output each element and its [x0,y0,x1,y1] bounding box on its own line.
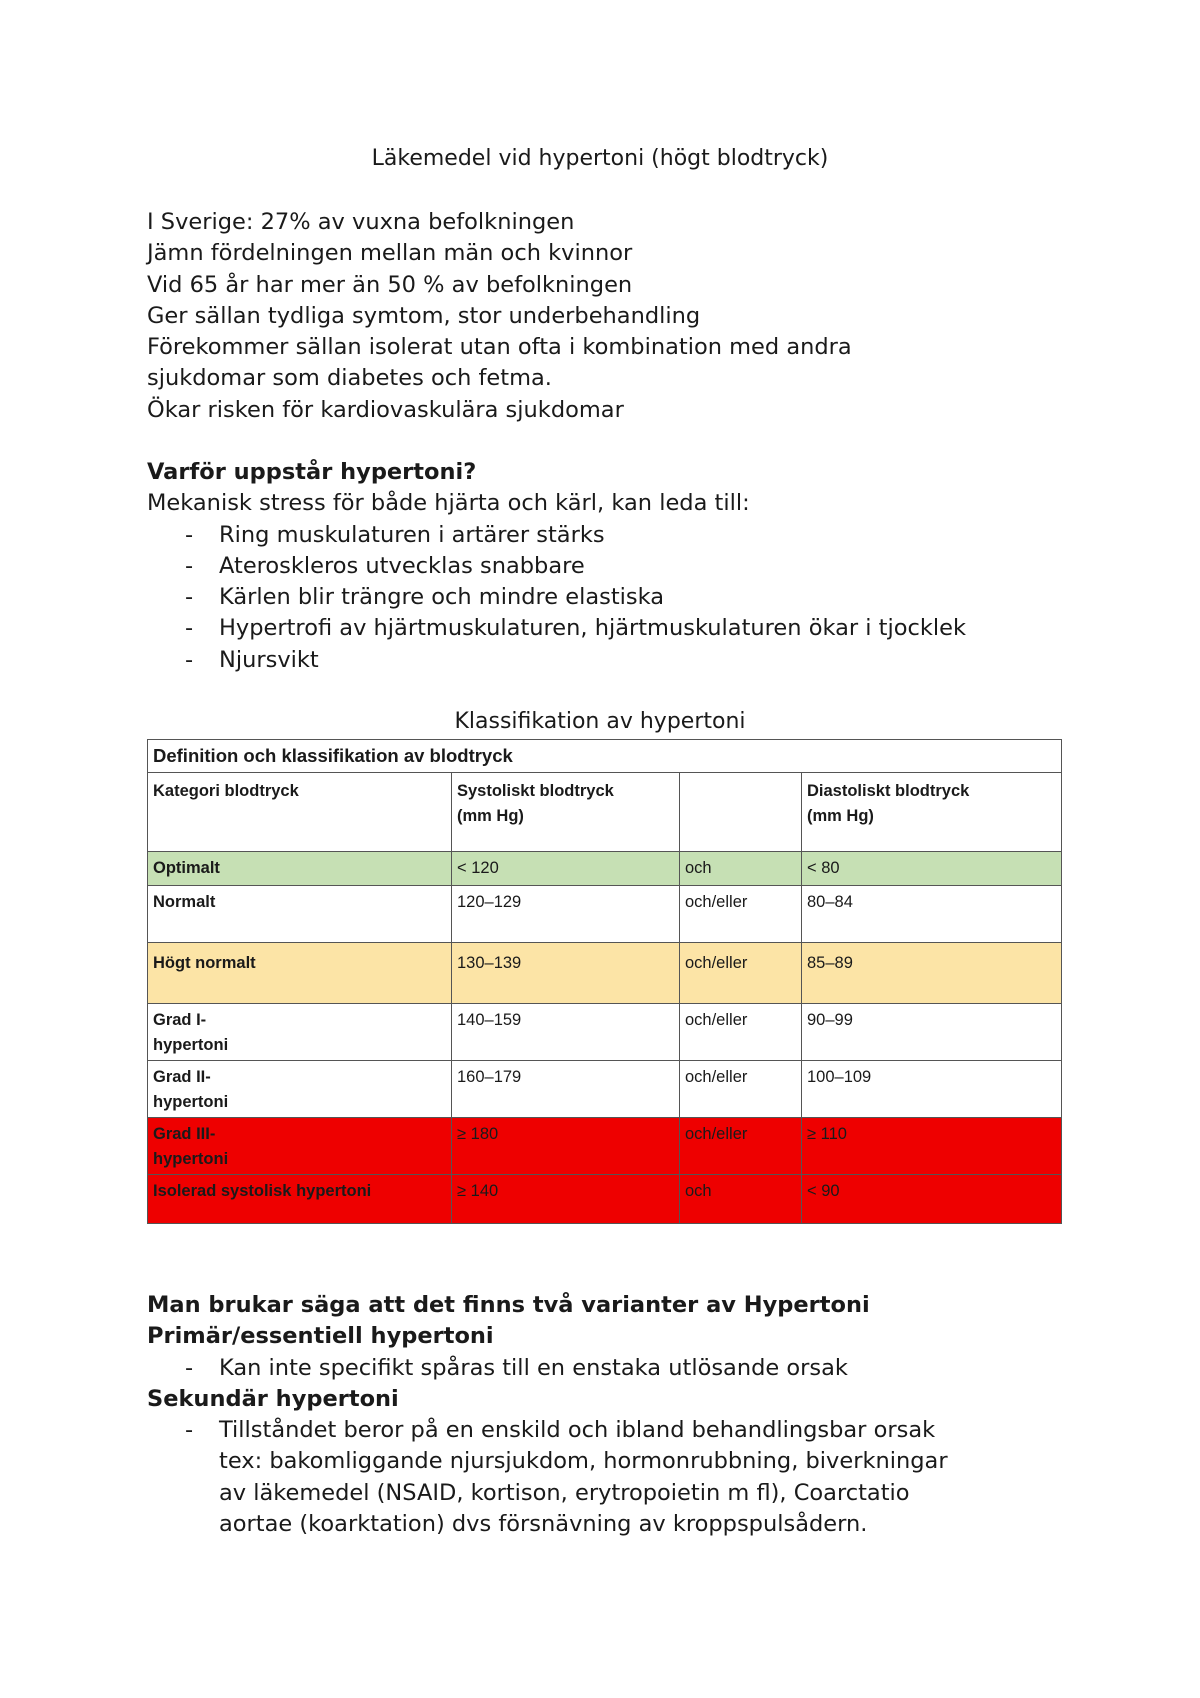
secondary-heading: Sekundär hypertoni [147,1385,399,1412]
diastolic-cell: 100–109 [802,1061,1062,1118]
table-caption: Definition och klassifikation av blodtryck [148,740,1062,773]
connector-cell: och [680,852,802,886]
table-row [148,852,1062,886]
dash-bullet: - [185,584,194,611]
intro-line: Vid 65 år har mer än 50 % av befolkningen [147,271,633,298]
variants-section [147,1290,1077,1540]
category-cell: Normalt [148,886,452,943]
systolic-cell: < 120 [452,852,680,886]
diastolic-cell: ≥ 110 [802,1118,1062,1175]
dash-bullet: - [185,1354,194,1381]
category-cell: Grad II- hypertoni [148,1061,452,1118]
diastolic-cell: 85–89 [802,943,1062,1004]
list-item: - Ring muskulaturen i artärer stärks [147,520,1077,551]
connector-cell: och [680,1175,802,1224]
category-cell: Isolerad systolisk hypertoni [148,1175,452,1224]
list-item: - Ateroskleros utvecklas snabbare [147,551,1077,582]
systolic-cell: ≥ 180 [452,1118,680,1175]
primary-bullet-list [147,1353,1077,1384]
systolic-cell: ≥ 140 [452,1175,680,1224]
why-heading: Varför uppstår hypertoni? [147,459,477,485]
dash-bullet: - [185,521,194,548]
bp-classification-table [147,739,1062,1224]
why-bullet-list [147,520,1077,676]
category-cell: Grad I- hypertoni [148,1004,452,1061]
table-caption-row [148,740,1062,773]
primary-heading: Primär/essentiell hypertoni [147,1323,494,1350]
why-section [147,457,1077,676]
list-item: - Kan inte specifikt spåras till en enstaka utlösande orsak [147,1353,1077,1384]
dash-bullet: - [185,646,194,673]
intro-section [147,207,1077,426]
table-row [148,1061,1062,1118]
list-item: - Njursvikt [147,645,1077,676]
intro-line: Förekommer sällan isolerat utan ofta i kombination med andra [147,334,852,361]
dash-bullet: - [185,615,194,642]
classification-title: Klassifikation av hypertoni [454,709,746,734]
systolic-cell: 130–139 [452,943,680,1004]
header-connector [680,773,802,852]
diastolic-cell: < 90 [802,1175,1062,1224]
dash-bullet: - [185,1417,194,1444]
systolic-cell: 160–179 [452,1061,680,1118]
intro-line: Jämn fördelningen mellan män och kvinnor [147,240,633,267]
list-item: - Kärlen blir trängre och mindre elastiska [147,582,1077,613]
systolic-cell: 140–159 [452,1004,680,1061]
header-systolic: Systoliskt blodtryck (mm Hg) [452,773,680,852]
secondary-bullet-list [147,1415,1077,1540]
diastolic-cell: 90–99 [802,1004,1062,1061]
systolic-cell: 120–129 [452,886,680,943]
category-cell: Optimalt [148,852,452,886]
table-row [148,1175,1062,1224]
header-category: Kategori blodtryck [148,773,452,852]
connector-cell: och/eller [680,886,802,943]
table-row [148,943,1062,1004]
list-item: - Tillståndet beror på en enskild och ibland behandlingsbar orsak tex: bakomliggande njursjukdom, hormonrubbning, biverkningar av läkemedel (NSAID, kortison, erytropoietin m fl), Coarctatio aortae (koarktation) dvs försnävning av kroppspulsådern. [185,1417,948,1538]
header-diastolic: Diastoliskt blodtryck (mm Hg) [802,773,1062,852]
variants-heading: Man brukar säga att det finns två varianter av Hypertoni [147,1292,870,1318]
list-item: - Hypertrofi av hjärtmuskulaturen, hjärtmuskulaturen ökar i tjocklek [147,613,1077,644]
connector-cell: och/eller [680,1061,802,1118]
intro-line: Ger sällan tydliga symtom, stor underbehandling [147,302,701,329]
dash-bullet: - [185,552,194,579]
category-cell: Grad III- hypertoni [148,1118,452,1175]
category-cell: Högt normalt [148,943,452,1004]
connector-cell: och/eller [680,943,802,1004]
table-row [148,886,1062,943]
page-title: Läkemedel vid hypertoni (högt blodtryck) [371,146,829,171]
table-row [148,1118,1062,1175]
intro-line: Ökar risken för kardiovaskulära sjukdomar [147,396,624,423]
diastolic-cell: < 80 [802,852,1062,886]
table-row [148,1004,1062,1061]
connector-cell: och/eller [680,1004,802,1061]
intro-line: I Sverige: 27% av vuxna befolkningen [147,209,575,235]
table-header-row [148,773,1062,852]
connector-cell: och/eller [680,1118,802,1175]
why-lead: Mekanisk stress för både hjärta och kärl, kan leda till: [147,490,750,517]
diastolic-cell: 80–84 [802,886,1062,943]
intro-line: sjukdomar som diabetes och fetma. [147,365,552,392]
